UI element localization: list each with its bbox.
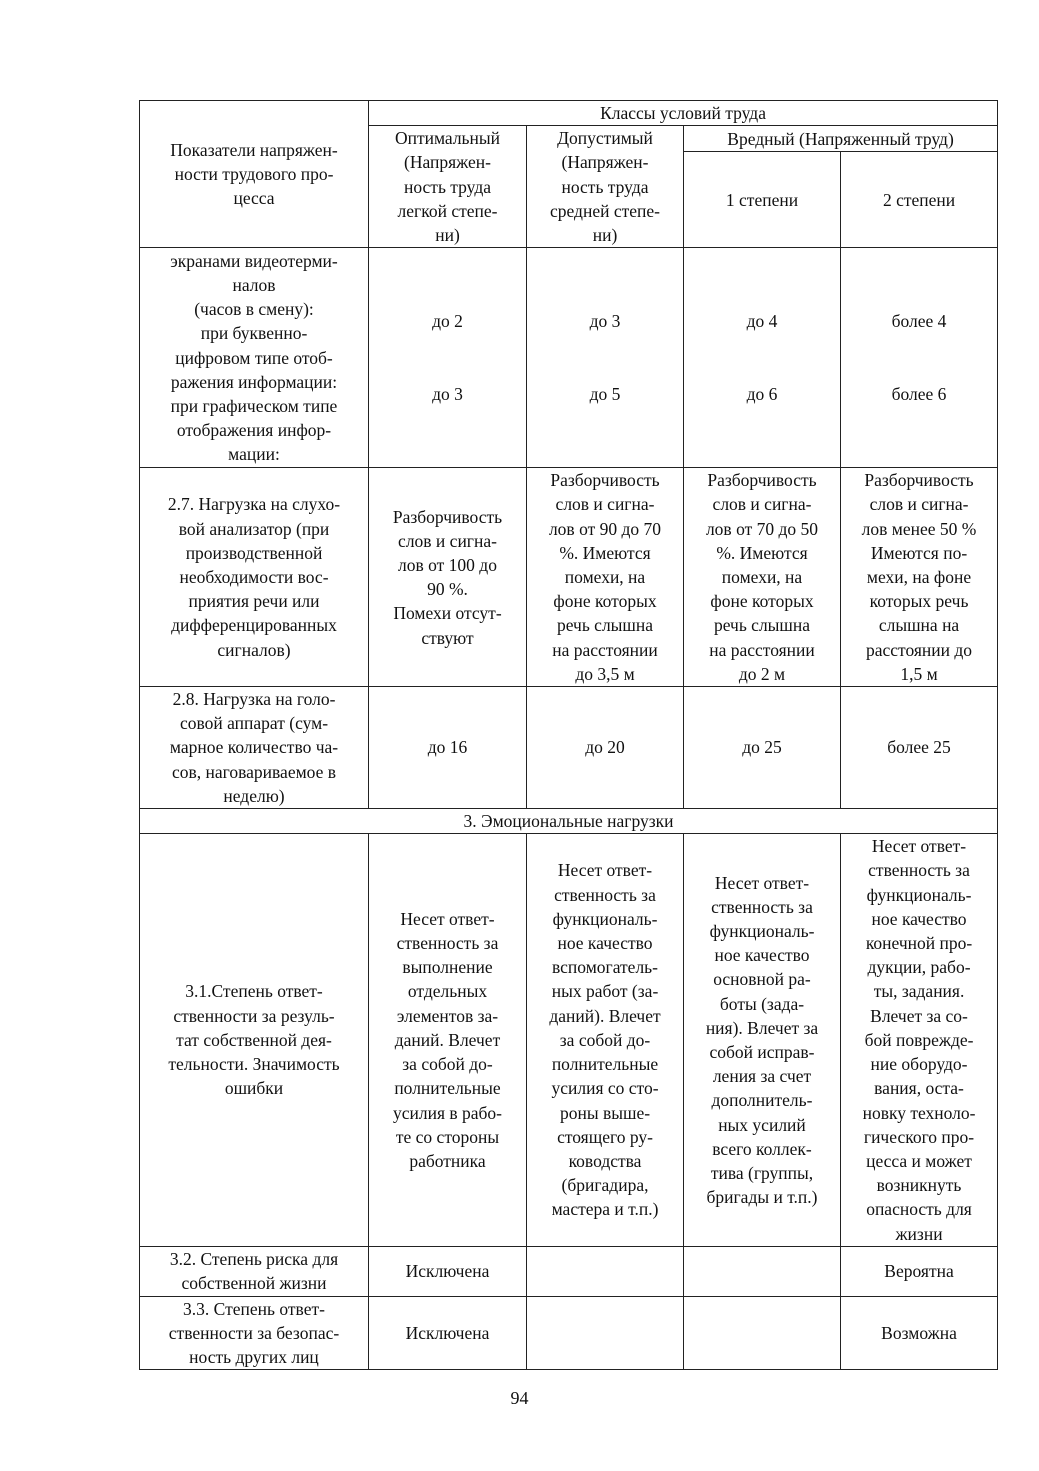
header-optimal: Оптимальный (Напряжен- ность труда легкой степе- ни) <box>369 126 527 248</box>
cell-degree-1 <box>684 1246 841 1296</box>
cell-optimal: Разборчивость слов и сигна- лов от 100 до 90 %. Помехи отсут- ствуют <box>369 468 527 687</box>
cell-optimal: до 2 до 3 <box>369 248 527 468</box>
cell-degree-1: до 25 <box>684 687 841 809</box>
header-row-1 <box>140 101 998 126</box>
row-indicator: 3.1.Степень ответ- ственности за резуль- тат собственной дея- тельности. Значимость ошибки <box>140 834 369 1246</box>
table-row <box>140 1296 998 1370</box>
cell-optimal: Несет ответ- ственность за выполнение отдельных элементов за- даний. Влечет за собой до- полнительные усилия в рабо- те со стороны работника <box>369 834 527 1246</box>
header-degree-2: 2 степени <box>841 152 998 248</box>
header-indicator: Показатели напряжен- ности трудового про- цесса <box>140 101 369 248</box>
row-indicator: 3.2. Степень риска для собственной жизни <box>140 1246 369 1296</box>
cell-acceptable <box>527 1246 684 1296</box>
cell-optimal: до 16 <box>369 687 527 809</box>
cell-degree-2: Несет ответ- ственность за функциональ- ное качество конечной про- дукции, рабо- ты, задания. Влечет за со- бой поврежде- ние оборудо- вания, оста- новку техноло- гического про- цесса и может возникнуть опасность для жизни <box>841 834 998 1246</box>
section-row <box>140 809 998 834</box>
cell-degree-2: Разборчивость слов и сигна- лов менее 50 % Имеются по- мехи, на фоне которых речь слышна на расстоянии до 1,5 м <box>841 468 998 687</box>
row-indicator: 3.3. Степень ответ- ственности за безопас- ность других лиц <box>140 1296 369 1370</box>
table-row <box>140 834 998 1246</box>
cell-degree-2: более 4 более 6 <box>841 248 998 468</box>
table-row <box>140 1246 998 1296</box>
header-classes-title: Классы условий труда <box>369 101 998 126</box>
cell-degree-1: Разборчивость слов и сигна- лов от 70 до 50 %. Имеются помехи, на фоне которых речь слышна на расстоянии до 2 м <box>684 468 841 687</box>
cell-acceptable: Разборчивость слов и сигна- лов от 90 до 70 %. Имеются помехи, на фоне которых речь слышна на расстоянии до 3,5 м <box>527 468 684 687</box>
working-conditions-table <box>139 100 998 1370</box>
row-indicator: экранами видеотерми- налов (часов в смену): при буквенно- цифровом типе отоб- ражения информации: при графическом типе отображения инфор- мации: <box>140 248 369 468</box>
cell-degree-1: до 4 до 6 <box>684 248 841 468</box>
table-row <box>140 248 998 468</box>
page-number: 94 <box>510 1388 529 1408</box>
cell-degree-2: Вероятна <box>841 1246 998 1296</box>
header-degree-1: 1 степени <box>684 152 841 248</box>
section-3-title: 3. Эмоциональные нагрузки <box>140 809 998 834</box>
cell-degree-1: Несет ответ- ственность за функциональ- ное качество основной ра- боты (зада- ния). Влечет за собой исправ- ления за счет дополнитель- ных усилий всего коллек- тива (группы, бригады и т.п.) <box>684 834 841 1246</box>
cell-degree-2: более 25 <box>841 687 998 809</box>
table-row <box>140 687 998 809</box>
header-acceptable: Допустимый (Напряжен- ность труда средней степе- ни) <box>527 126 684 248</box>
row-indicator: 2.8. Нагрузка на голо- совой аппарат (сум- марное количество ча- сов, наговариваемое в неделю) <box>140 687 369 809</box>
cell-acceptable: до 3 до 5 <box>527 248 684 468</box>
cell-acceptable <box>527 1296 684 1370</box>
cell-degree-2: Возможна <box>841 1296 998 1370</box>
row-indicator: 2.7. Нагрузка на слухо- вой анализатор (при производственной необходимости вос- приятия речи или дифференцированных сигналов) <box>140 468 369 687</box>
header-harmful: Вредный (Напряженный труд) <box>684 126 998 152</box>
cell-acceptable: Несет ответ- ственность за функциональ- ное качество вспомогатель- ных работ (за- даний). Влечет за собой до- полнительные усилия со сто- роны выше- стоящего ру- ководства (бригадира, мастера и т.п.) <box>527 834 684 1246</box>
cell-degree-1 <box>684 1296 841 1370</box>
cell-optimal: Исключена <box>369 1246 527 1296</box>
cell-optimal: Исключена <box>369 1296 527 1370</box>
table-row <box>140 468 998 687</box>
cell-acceptable: до 20 <box>527 687 684 809</box>
